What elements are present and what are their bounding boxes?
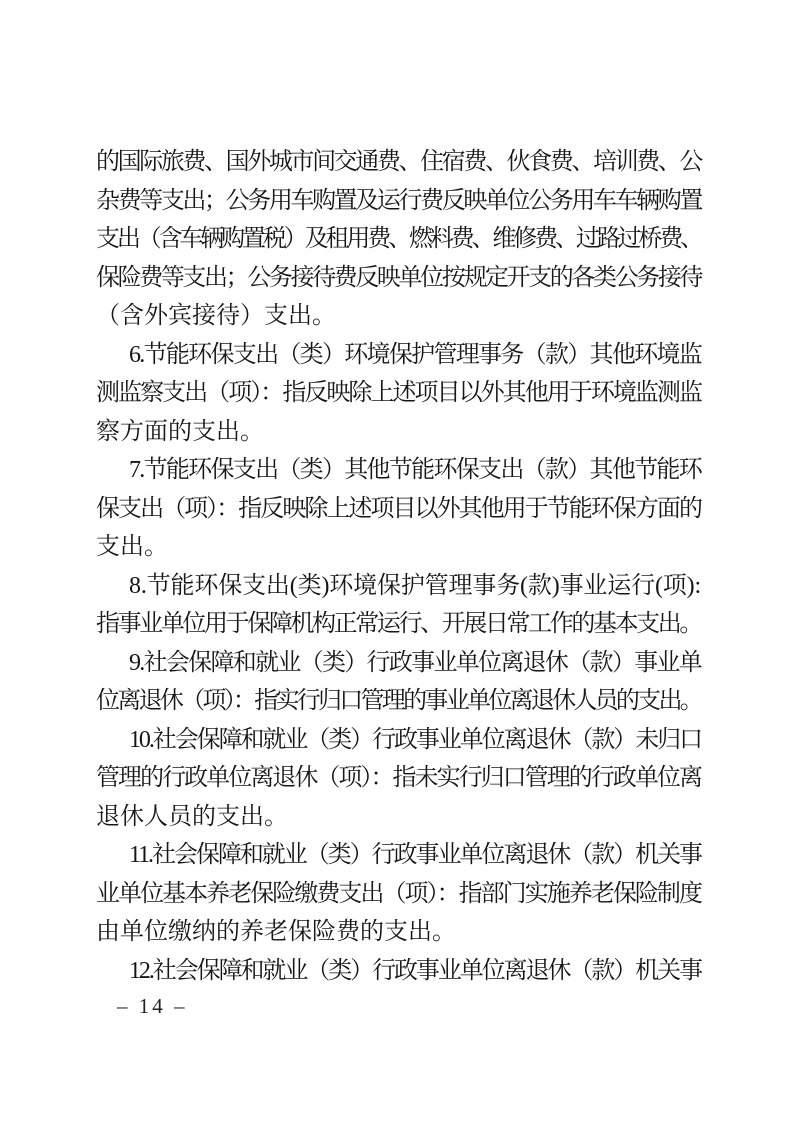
- text-line-content: 测监察支出（项）：指反映除上述项目以外其他用于环境监测监: [96, 380, 701, 406]
- text-line: [96, 413, 701, 452]
- text-line: [96, 682, 701, 721]
- text-line-content: 9.社会保障和就业（类）行政事业单位离退休（款）事业单: [129, 649, 701, 676]
- text-line: [96, 759, 701, 798]
- text-line: [96, 297, 701, 336]
- text-line: [96, 143, 701, 182]
- text-line-content: （含外宾接待）支出。: [96, 303, 336, 329]
- text-line: [96, 605, 701, 644]
- text-line: [96, 913, 701, 952]
- text-line-content: 指事业单位用于保障机构正常运行、开展日常工作的基本支出。: [96, 611, 701, 637]
- text-line-content: 察方面的支出。: [96, 418, 264, 445]
- text-line-content: 业单位基本养老保险缴费支出（项）：指部门实施养老保险制度: [96, 880, 701, 907]
- text-line-content: 由单位缴纳的养老保险费的支出。: [96, 919, 456, 945]
- text-line: [96, 875, 701, 914]
- text-line: [96, 836, 701, 875]
- text-line-content: 管理的行政单位离退休（项）：指未实行归口管理的行政单位离: [96, 765, 701, 791]
- text-line: [96, 336, 701, 375]
- text-line-content: 杂费等支出；公务用车购置及运行费反映单位公务用车车辆购置: [96, 187, 701, 214]
- text-line: [96, 952, 701, 991]
- text-line: [96, 374, 701, 413]
- text-line: [96, 259, 701, 298]
- text-line-content: 退休人员的支出。: [96, 803, 288, 830]
- text-line: [96, 721, 701, 760]
- text-line-content: 7.节能环保支出（类）其他节能环保支出（款）其他节能环: [129, 457, 701, 483]
- text-line: [96, 644, 701, 683]
- text-line-content: 位离退休（项）：指实行归口管理的事业单位离退休人员的支出。: [96, 688, 701, 714]
- text-line: [96, 182, 701, 221]
- text-line: [96, 528, 701, 567]
- text-line-content: 8.节能环保支出(类)环境保护管理事务(款)事业运行(项):: [129, 572, 701, 599]
- text-line: [96, 490, 701, 529]
- text-line-content: 12.社会保障和就业（类）行政事业单位离退休（款）机关事: [129, 957, 701, 984]
- text-line: [96, 451, 701, 490]
- text-line-content: 支出。: [96, 534, 168, 560]
- text-line-content: 10.社会保障和就业（类）行政事业单位离退休（款）未归口: [129, 726, 701, 753]
- text-line-content: 6.节能环保支出（类）环境保护管理事务（款）其他环境监: [129, 341, 701, 368]
- page-number: – 14 –: [117, 994, 188, 1018]
- text-line: [96, 567, 701, 606]
- document-body: [96, 143, 701, 990]
- text-line-content: 的国际旅费、国外城市间交通费、住宿费、伙食费、培训费、公: [96, 149, 701, 175]
- text-line-content: 保险费等支出；公务接待费反映单位按规定开支的各类公务接待: [96, 264, 701, 291]
- text-line-content: 保支出（项）：指反映除上述项目以外其他用于节能环保方面的: [96, 495, 701, 522]
- text-line-content: 11.社会保障和就业（类）行政事业单位离退休（款）机关事: [129, 842, 701, 868]
- text-line: [96, 220, 701, 259]
- text-line: [96, 798, 701, 837]
- text-line-content: 支出（含车辆购置税）及租用费、燃料费、维修费、过路过桥费、: [96, 226, 701, 252]
